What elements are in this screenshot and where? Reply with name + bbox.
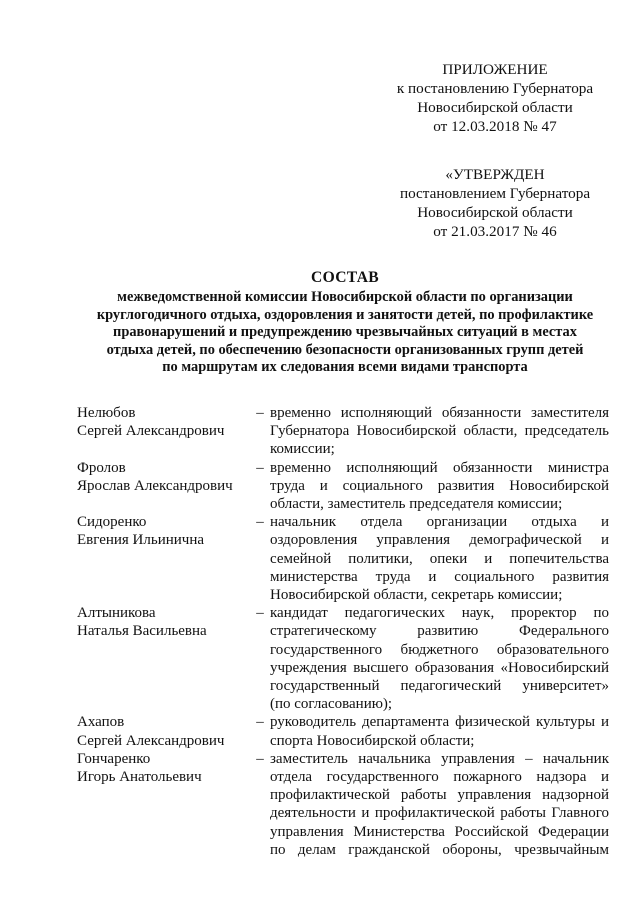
member-name xyxy=(77,513,247,549)
title-line: круглогодичного отдыха, оздоровления и занятости детей, по профилактике xyxy=(96,306,594,323)
title-line: отдыха детей, по обеспечению безопасности организованных групп детей xyxy=(106,341,584,358)
member-row xyxy=(77,404,617,459)
dash-separator: – xyxy=(256,514,264,531)
role-line: спорта Новосибирской области; xyxy=(270,732,475,749)
document-title xyxy=(75,268,615,377)
title-line: межведомственной комиссии Новосибирской области по организации xyxy=(117,289,573,305)
member-role xyxy=(270,404,609,459)
dash-separator: – xyxy=(256,750,264,767)
member-list xyxy=(77,404,617,859)
role-line: временно исполняющий обязанности министра xyxy=(270,459,609,476)
dash-separator: – xyxy=(256,405,264,421)
role-line: по делам гражданской обороны, чрезвычайным xyxy=(270,841,609,858)
member-role xyxy=(270,604,609,713)
role-line: государственного бюджетного образовательного xyxy=(270,641,609,658)
dash-separator: – xyxy=(256,605,264,622)
role-line: профилактической работы управления надзорной xyxy=(270,787,609,804)
member-name xyxy=(77,459,247,495)
member-row xyxy=(77,750,617,859)
role-line: государственный педагогический университет» xyxy=(270,678,609,695)
role-line: отдела государственного пожарного надзора и xyxy=(270,769,609,786)
role-line: руководитель департамента физической культуры и xyxy=(270,714,609,731)
role-line: Новосибирской области, секретарь комиссии; xyxy=(270,587,563,604)
role-line: начальник отдела организации отдыха и xyxy=(270,514,609,531)
role-line: министерства труда и социального развития xyxy=(270,568,609,585)
approval-header xyxy=(380,165,610,241)
appendix-line: Новосибирской области xyxy=(417,99,573,116)
member-row xyxy=(77,459,617,514)
member-row xyxy=(77,713,617,749)
member-surname: Гончаренко xyxy=(77,750,151,767)
member-given-name: Игорь Анатольевич xyxy=(77,769,202,786)
role-line: стратегическому развитию Федерального xyxy=(270,623,609,640)
approval-line: от 21.03.2017 № 46 xyxy=(433,223,557,240)
role-line: Губернатора Новосибирской области, председатель xyxy=(270,423,609,440)
member-surname: Фролов xyxy=(77,459,126,476)
role-line: учреждения высшего образования «Новосибирский xyxy=(270,659,609,676)
appendix-line: от 12.03.2018 № 47 xyxy=(433,118,557,135)
role-line: оздоровления управления демографической и xyxy=(270,532,609,549)
appendix-line: к постановлению Губернатора xyxy=(396,80,594,97)
member-name xyxy=(77,750,247,786)
member-name xyxy=(77,713,247,749)
member-row xyxy=(77,513,617,604)
role-line: кандидат педагогических наук, проректор по xyxy=(270,605,609,622)
title-line: по маршрутам их следования всеми видами транспорта xyxy=(162,359,528,376)
member-given-name: Сергей Александрович xyxy=(77,423,225,440)
role-line: семейной политики, опеки и попечительства xyxy=(270,550,609,567)
dash-separator: – xyxy=(256,459,264,476)
member-surname: Нелюбов xyxy=(77,405,136,421)
member-surname: Алтыникова xyxy=(77,605,156,622)
member-name xyxy=(77,404,247,440)
member-surname: Сидоренко xyxy=(77,514,147,531)
role-line: временно исполняющий обязанности заместителя xyxy=(270,405,609,421)
title-main: СОСТАВ xyxy=(311,269,379,286)
member-surname: Ахапов xyxy=(77,714,125,731)
role-line: управления Министерства Российской Федерации xyxy=(270,823,609,840)
role-line: труда и социального развития Новосибирской xyxy=(270,477,609,494)
title-subtitle xyxy=(75,289,615,377)
role-line: деятельности и профилактической работы Главного xyxy=(270,805,609,822)
member-given-name: Евгения Ильинична xyxy=(77,532,205,549)
appendix-title: ПРИЛОЖЕНИЕ xyxy=(442,61,548,78)
member-role xyxy=(270,513,609,604)
member-role xyxy=(270,459,609,514)
title-line: правонарушений и предупреждению чрезвычайных ситуаций в местах xyxy=(113,324,577,341)
member-given-name: Сергей Александрович xyxy=(77,732,225,749)
member-given-name: Наталья Васильевна xyxy=(77,623,207,640)
member-role xyxy=(270,713,609,749)
member-name xyxy=(77,604,247,640)
role-line: (по согласованию); xyxy=(270,696,393,713)
dash-separator: – xyxy=(256,714,264,731)
approval-line: Новосибирской области xyxy=(417,204,573,221)
role-line: заместитель начальника управления – начальник xyxy=(270,750,609,767)
member-row xyxy=(77,604,617,713)
member-given-name: Ярослав Александрович xyxy=(77,477,233,494)
role-line: комиссии; xyxy=(270,441,335,458)
role-line: области, заместитель председателя комиссии; xyxy=(270,496,563,513)
appendix-header xyxy=(380,60,610,136)
approval-title: «УТВЕРЖДЕН xyxy=(445,166,545,183)
member-role xyxy=(270,750,609,859)
approval-line: постановлением Губернатора xyxy=(399,185,591,202)
